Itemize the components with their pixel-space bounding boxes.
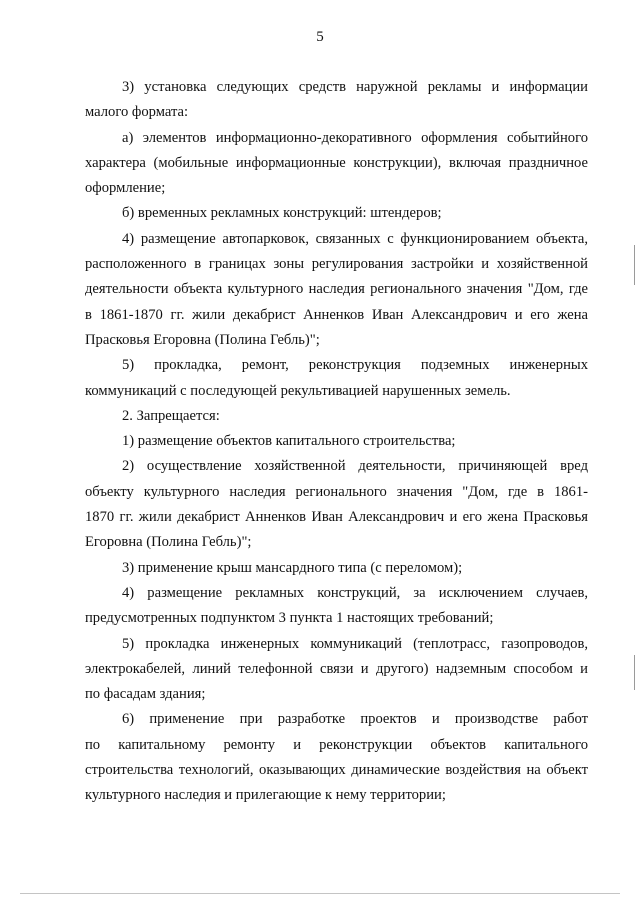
text-line: а) элементов информационно-декоративного оформления событийного (122, 129, 588, 146)
text-line: 2. Запрещается: (122, 407, 220, 424)
text-line: строительства технологий, оказывающих динамические воздействия на объект (85, 762, 588, 779)
paragraph (85, 632, 588, 708)
text-line: по фасадам здания; (85, 686, 206, 703)
text-line: 1) размещение объектов капитального строительства; (122, 433, 456, 450)
text-line: б) временных рекламных конструкций: штендеров; (122, 205, 442, 222)
page-number: 5 (316, 29, 324, 45)
text-line: 1870 гг. жили декабрист Анненков Иван Александрович и его жена Прасковья (85, 509, 588, 526)
text-line: культурного наследия и прилегающие к нему территории; (85, 787, 446, 804)
text-line: расположенного в границах зоны регулирования застройки и хозяйственной (85, 256, 588, 273)
text-line: в 1861-1870 гг. жили декабрист Анненков Иван Александрович и его жена (85, 306, 588, 323)
text-line: Прасковья Егоровна (Полина Гебль)"; (85, 331, 320, 348)
text-line: коммуникаций с последующей рекультивацией нарушенных земель. (85, 382, 511, 399)
text-line: малого формата: (85, 104, 189, 121)
paragraph (85, 707, 588, 808)
paragraph (85, 429, 588, 454)
text-line: 5) прокладка, ремонт, реконструкция подземных инженерных (122, 357, 588, 374)
paragraph (85, 353, 588, 404)
paragraph (85, 227, 588, 353)
text-line: Егоровна (Полина Гебль)"; (85, 534, 252, 551)
paragraph (85, 126, 588, 202)
text-line: 2) осуществление хозяйственной деятельности, причиняющей вред (122, 458, 588, 475)
scan-edge-mark (634, 245, 635, 285)
text-line: по капитальному ремонту и реконструкции объектов капитального (85, 736, 588, 753)
text-line: 3) применение крыш мансардного типа (с переломом); (122, 559, 463, 576)
paragraph (85, 454, 588, 555)
text-line: характера (мобильные информационные конструкции), включая праздничное (85, 154, 588, 171)
paragraph (85, 201, 588, 226)
text-line: 3) установка следующих средств наружной рекламы и информации (122, 79, 588, 95)
text-line: 4) размещение автопарковок, связанных с функционированием объекта, (122, 230, 588, 247)
text-line: электрокабелей, линий телефонной связи и другого) надземным способом и (85, 660, 588, 677)
paragraph (85, 404, 588, 429)
text-line: деятельности объекта культурного наследия регионального значения "Дом, где (85, 281, 588, 298)
text-line: 6) применение при разработке проектов и производстве работ (122, 711, 588, 728)
paragraph (85, 581, 588, 632)
scan-bottom-line (20, 893, 620, 894)
text-line: оформление; (85, 180, 166, 197)
text-line: объекту культурного наследия регионального значения "Дом, где в 1861- (85, 483, 588, 500)
text-line: 5) прокладка инженерных коммуникаций (теплотрасс, газопроводов, (122, 635, 588, 652)
paragraph (85, 75, 588, 126)
text-line: предусмотренных подпунктом 3 пункта 1 настоящих требований; (85, 610, 494, 627)
paragraph (85, 556, 588, 581)
text-line: 4) размещение рекламных конструкций, за исключением случаев, (122, 584, 588, 601)
document-body (85, 75, 588, 809)
scan-edge-mark (634, 655, 635, 690)
